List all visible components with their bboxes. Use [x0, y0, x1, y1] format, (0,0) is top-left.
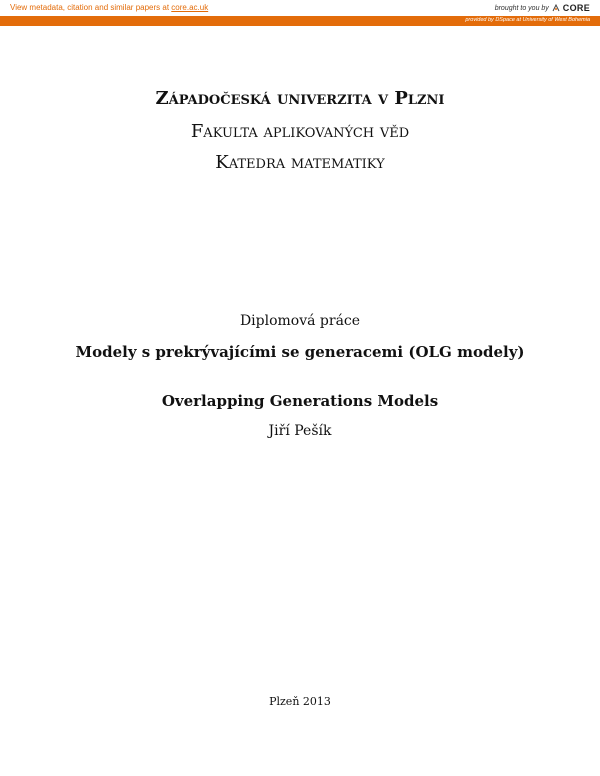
core-provider-text: provided by DSpace at University of West Bohemia [465, 17, 590, 23]
core-logo-text: CORE [562, 3, 590, 13]
university-name: Západočeská univerzita v Plzni [155, 88, 445, 109]
core-logo-icon [552, 4, 560, 12]
author-name: Jiří Pešík [268, 423, 332, 439]
faculty-name: Fakulta aplikovaných věd [190, 121, 410, 142]
core-metadata-prefix: View metadata, citation and similar papers at [10, 3, 172, 12]
place-year: Plzeň 2013 [269, 695, 331, 708]
core-header [0, 0, 600, 16]
core-metadata-text [10, 3, 208, 12]
core-brand[interactable] [495, 3, 590, 13]
core-provider-bar [0, 16, 600, 26]
core-link[interactable]: core.ac.uk [171, 3, 209, 12]
thesis-title-english: Overlapping Generations Models [161, 392, 439, 410]
brought-by-text: brought to you by [494, 4, 549, 12]
thesis-type: Diplomová práce [239, 313, 361, 329]
department-name: Katedra matematiky [215, 152, 385, 173]
thesis-title-czech: Modely s prekrývajícími se generacemi (OLG modely) [75, 343, 525, 361]
